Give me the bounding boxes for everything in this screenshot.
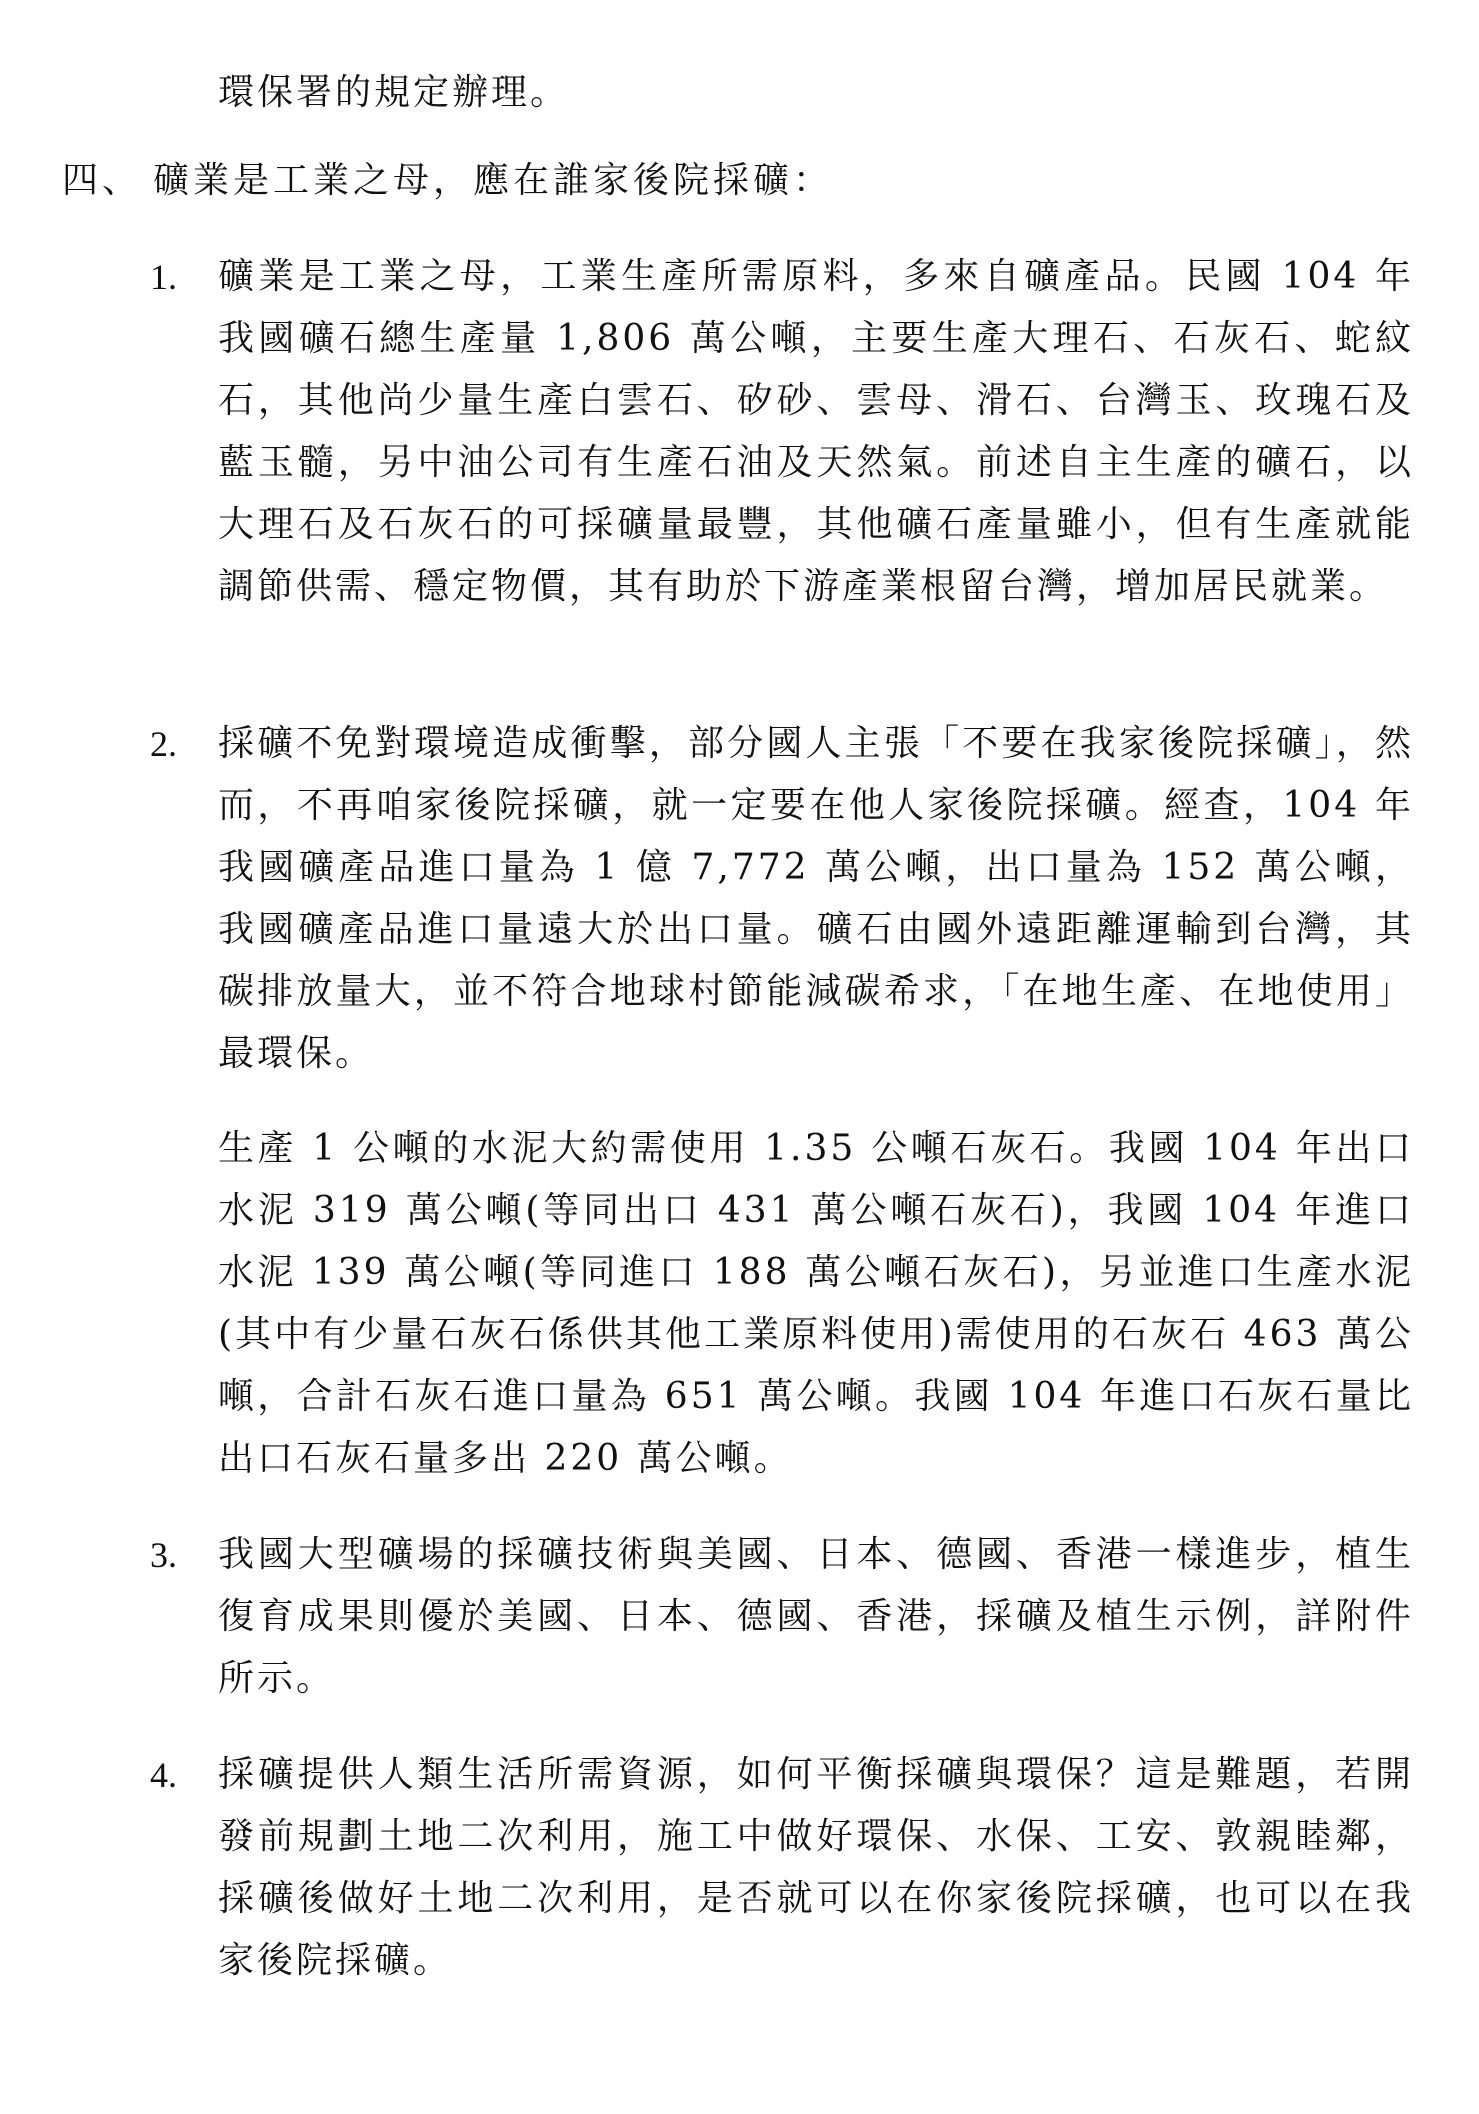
intro-continuation: 環保署的規定辦理。 [218, 72, 570, 113]
section-marker: 四、 [62, 160, 143, 201]
item-number-1: 1. [150, 257, 177, 297]
section-title: 礦業是工業之母，應在誰家後院採礦： [153, 160, 834, 201]
item-4-paragraph: 採礦提供人類生活所需資源，如何平衡採礦與環保？這是難題，若開發前規劃土地二次利用，施工中做好環保、水保、工安、敦親睦鄰，採礦後做好土地二次利用，是否就可以在你家後院採礦，也可以在我家後院採礦。 [218, 1754, 1414, 1981]
item-2-paragraph-2: 生產 1 公噸的水泥大約需使用 1.35 公噸石灰石。我國 104 年出口水泥 319 萬公噸(等同出口 431 萬公噸石灰石)，我國 104 年進口水泥 139 萬公噸(等同進口 188 萬公噸石灰石)，另並進口生產水泥(其中有少量石灰石係供其他工業原料使用)需使用的石灰石 463 萬公噸，合計石灰石進口量為 651 萬公噸。我國 104 年進口石灰石量比出口石灰石量多出 220 萬公噸。 [218, 1128, 1414, 1479]
item-1-paragraph: 礦業是工業之母，工業生產所需原料，多來自礦產品。民國 104 年我國礦石總生產量 1,806 萬公噸，主要生產大理石、石灰石、蛇紋石，其他尚少量生產白雲石、矽砂、雲母、滑石、台灣玉、玫瑰石及藍玉髓，另中油公司有生產石油及天然氣。前述自主生產的礦石，以大理石及石灰石的可採礦量最豐，其他礦石產量雖小，但有生產就能調節供需、穩定物價，其有助於下游產業根留台灣，增加居民就業。 [218, 256, 1414, 607]
item-2-paragraph-1: 採礦不免對環境造成衝擊，部分國人主張「不要在我家後院採礦」，然而，不再咱家後院採礦，就一定要在他人家後院採礦。經查，104 年我國礦產品進口量為 1 億 7,772 萬公噸，出口量為 152 萬公噸，我國礦產品進口量遠大於出口量。礦石由國外遠距離運輸到台灣，其碳排放量大，並不符合地球村節能減碳希求，「在地生產、在地使用」最環保。 [218, 723, 1414, 1074]
item-3-paragraph: 我國大型礦場的採礦技術與美國、日本、德國、香港一樣進步，植生復育成果則優於美國、日本、德國、香港，採礦及植生示例，詳附件所示。 [218, 1534, 1414, 1699]
item-number-4: 4. [150, 1755, 177, 1795]
item-number-3: 3. [150, 1535, 177, 1575]
item-number-2: 2. [150, 724, 177, 764]
